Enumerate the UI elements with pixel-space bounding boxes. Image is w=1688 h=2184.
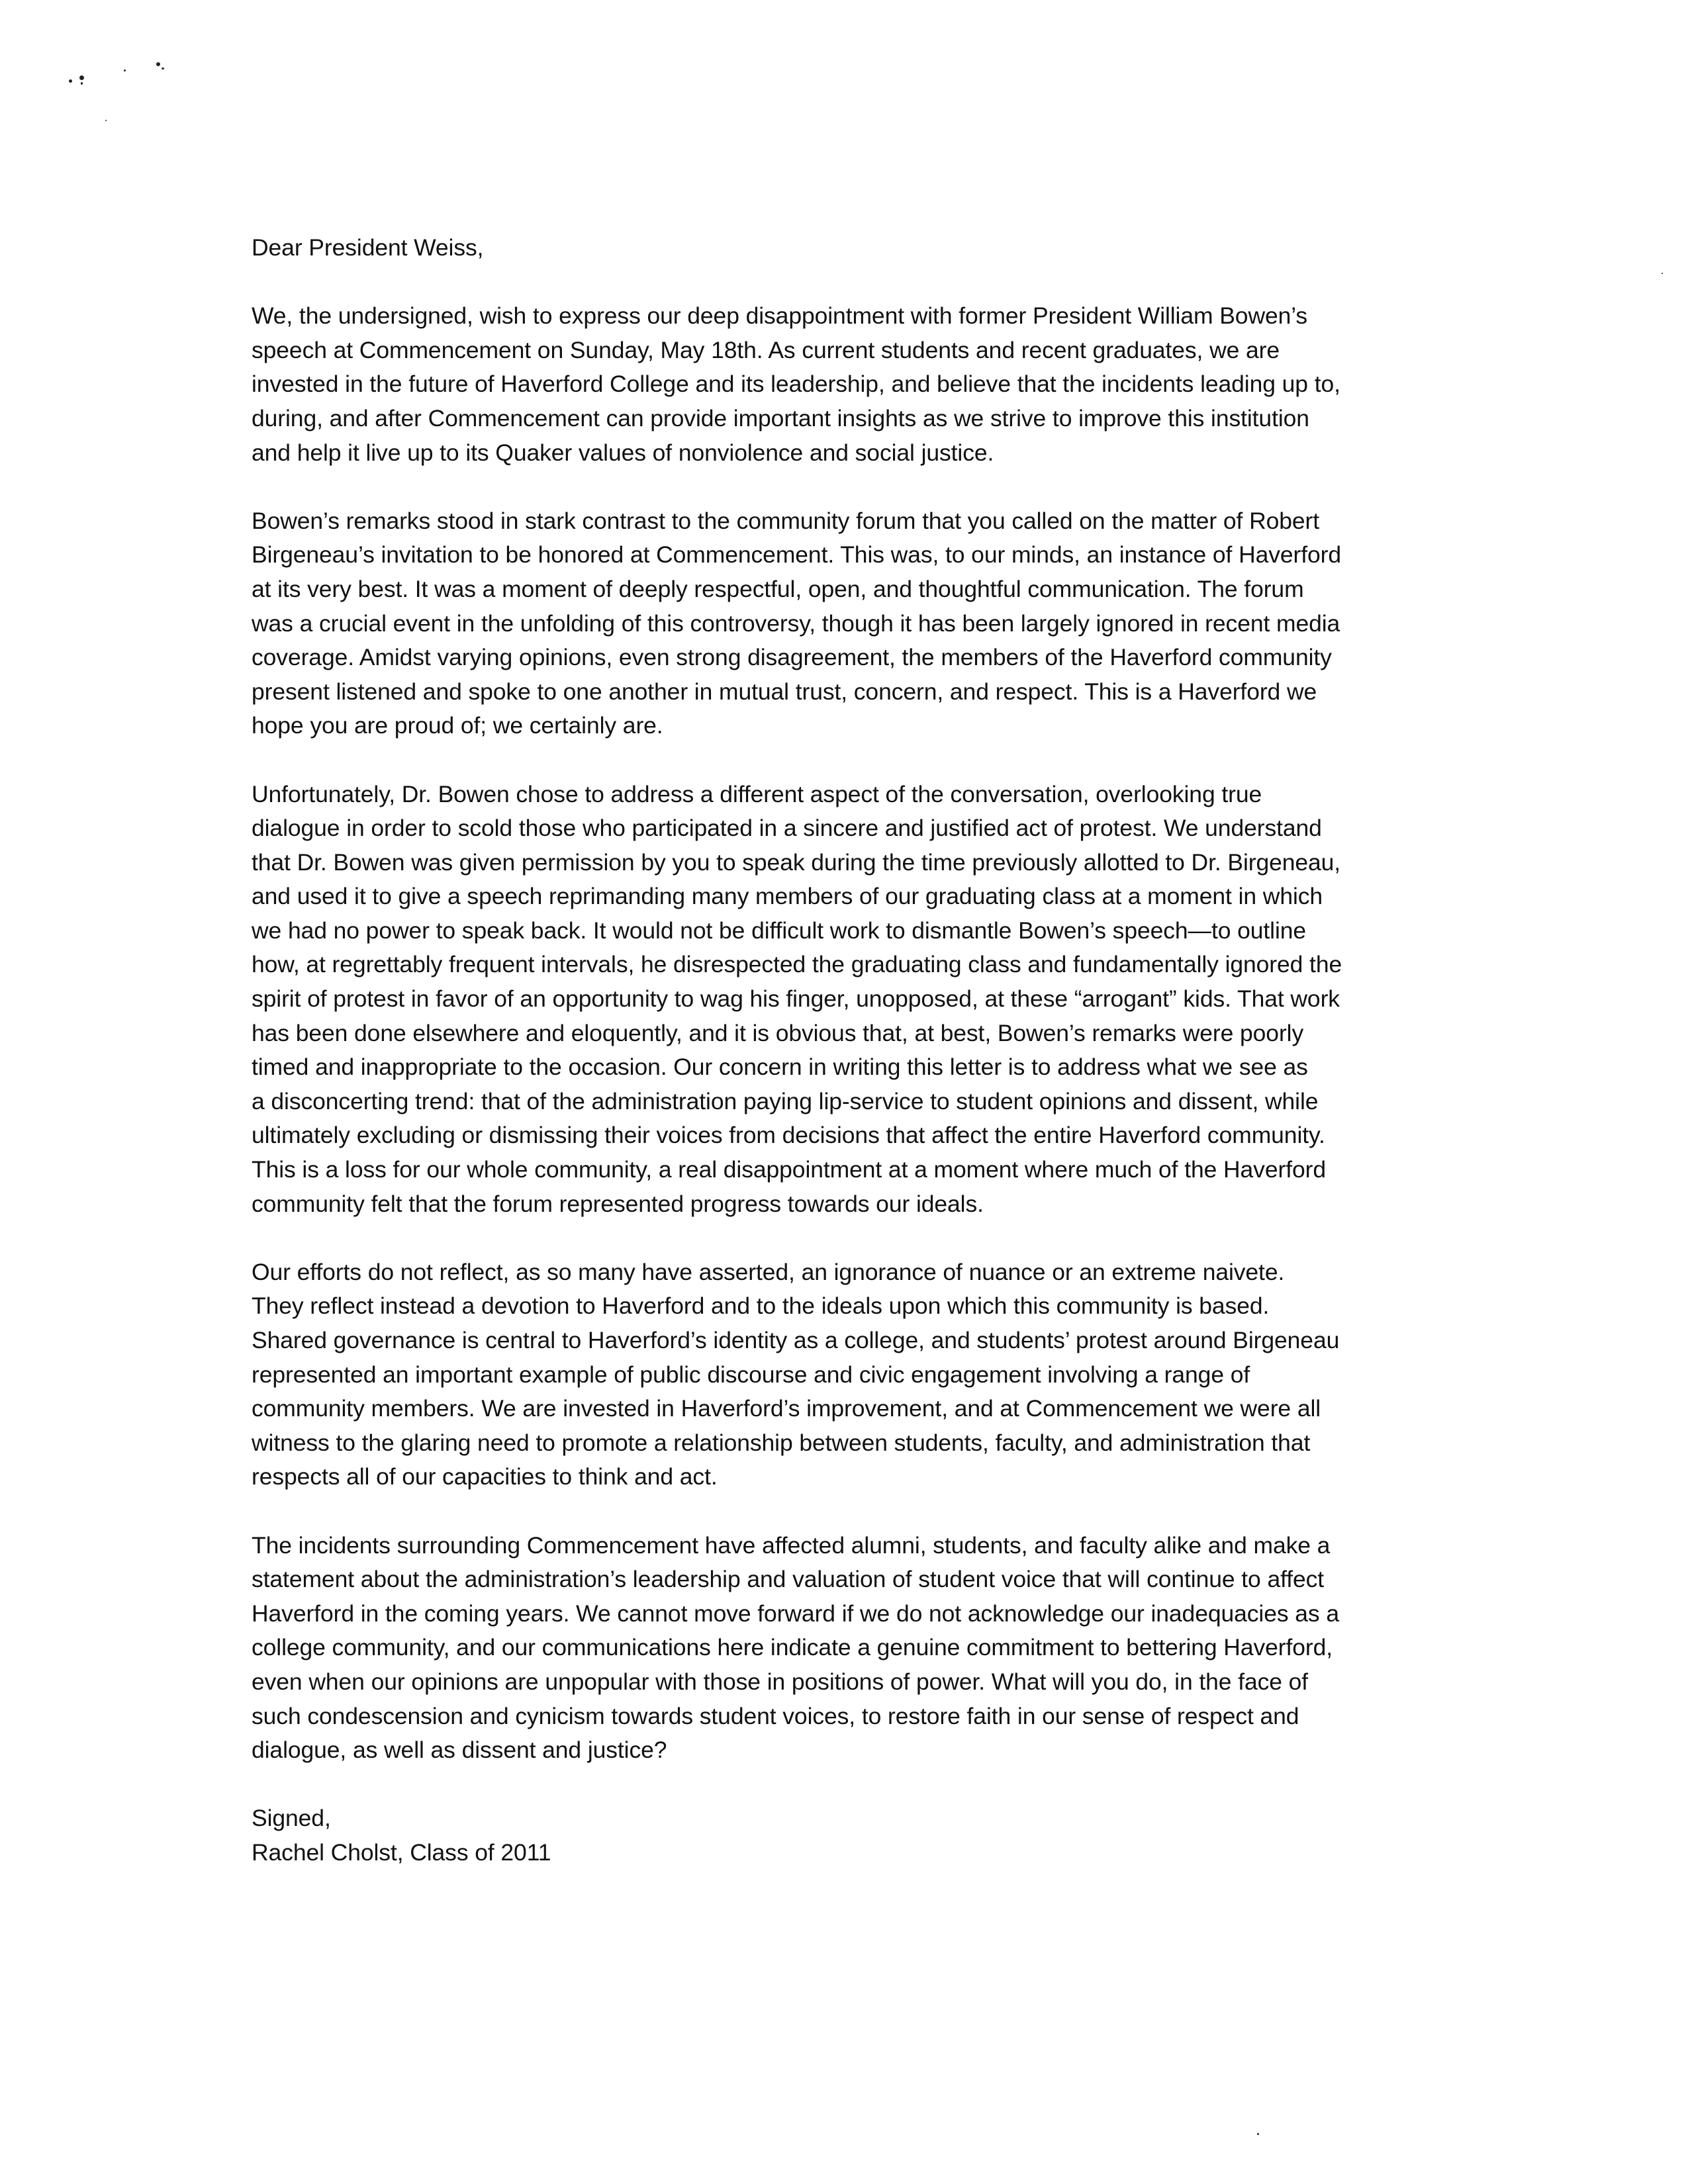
text-line: We, the undersigned, wish to express our deep disappointment with former President William Bowen’s	[252, 302, 1308, 330]
text-line: invested in the future of Haverford College and its leadership, and believe that the incidents leading up to,	[252, 371, 1340, 398]
text-line: how, at regrettably frequent intervals, he disrespected the graduating class and fundamentally ignored the	[252, 951, 1342, 978]
text-line: at its very best. It was a moment of deeply respectful, open, and thoughtful communication. The forum	[252, 575, 1304, 602]
text-line: Birgeneau’s invitation to be honored at Commencement. This was, to our minds, an instance of Haverford	[252, 541, 1342, 569]
salutation	[252, 231, 1342, 265]
text-line: They reflect instead a devotion to Haverford and to the ideals upon which this community is based.	[252, 1293, 1270, 1320]
text-line: such condescension and cynicism towards student voices, to restore faith in our sense of respect and	[252, 1702, 1299, 1729]
salutation-text: Dear President Weiss,	[252, 234, 484, 261]
text-line: and used it to give a speech reprimanding many members of our graduating class at a moment in which	[252, 883, 1323, 910]
signature: Rachel Cholst, Class of 2011	[252, 1839, 551, 1866]
text-line: present listened and spoke to one another in mutual trust, concern, and respect. This is a Haverford we	[252, 678, 1317, 705]
scan-speck	[1662, 273, 1663, 274]
text-line: Bowen’s remarks stood in stark contrast to the community forum that you called on the matter of Robert	[252, 507, 1320, 534]
text-line: speech at Commencement on Sunday, May 18th. As current students and recent graduates, we are	[252, 336, 1280, 363]
paragraph-4	[252, 1255, 1342, 1494]
text-line: community members. We are invested in Haverford’s improvement, and at Commencement we were all	[252, 1395, 1321, 1422]
text-line: dialogue, as well as dissent and justice?	[252, 1737, 667, 1764]
text-line: Our efforts do not reflect, as so many have asserted, an ignorance of nuance or an extreme naivete.	[252, 1258, 1285, 1285]
paragraph-3	[252, 778, 1342, 1222]
text-line: Unfortunately, Dr. Bowen chose to address a different aspect of the conversation, overlooking true	[252, 780, 1262, 807]
text-line: This is a loss for our whole community, a real disappointment at a moment where much of the Haverford	[252, 1156, 1326, 1183]
text-line: respects all of our capacities to think and act.	[252, 1463, 718, 1490]
text-line: has been done elsewhere and eloquently, and it is obvious that, at best, Bowen’s remarks were poorly	[252, 1019, 1304, 1046]
text-line: witness to the glaring need to promote a relationship between students, faculty, and administration that	[252, 1429, 1311, 1456]
scan-speck	[105, 120, 107, 121]
scan-speck	[162, 68, 164, 69]
text-line: community felt that the forum represented progress towards our ideals.	[252, 1190, 984, 1217]
paragraph-5	[252, 1529, 1342, 1768]
text-line: a disconcerting trend: that of the administration paying lip-service to student opinions and dissent, while	[252, 1087, 1319, 1115]
text-line: Shared governance is central to Haverford’s identity as a college, and students’ protest around Birgeneau	[252, 1327, 1340, 1353]
text-line: statement about the administration’s leadership and valuation of student voice that will continue to affect	[252, 1566, 1325, 1593]
text-line: ultimately excluding or dismissing their voices from decisions that affect the entire Haverford community.	[252, 1122, 1325, 1149]
text-line: represented an important example of public discourse and civic engagement involving a range of	[252, 1361, 1250, 1388]
text-line: Haverford in the coming years. We cannot move forward if we do not acknowledge our inadequacies as a	[252, 1600, 1339, 1627]
paragraph-2	[252, 504, 1342, 743]
text-line: that Dr. Bowen was given permission by you to speak during the time previously allotted to Dr. Birgeneau,	[252, 848, 1341, 876]
text-line: we had no power to speak back. It would not be difficult work to dismantle Bowen’s speech—to outline	[252, 917, 1307, 944]
text-line: coverage. Amidst varying opinions, even strong disagreement, the members of the Haverford community	[252, 644, 1332, 671]
text-line: timed and inappropriate to the occasion. Our concern in writing this letter is to address what we see as	[252, 1054, 1308, 1081]
scan-speck	[156, 62, 160, 66]
text-line: during, and after Commencement can provide important insights as we strive to improve this institution	[252, 404, 1309, 432]
letter-body	[252, 231, 1342, 1904]
scan-speck	[79, 75, 84, 80]
text-line: dialogue in order to scold those who participated in a sincere and justified act of protest. We understand	[252, 815, 1322, 842]
text-line: even when our opinions are unpopular with those in positions of power. What will you do, in the face of	[252, 1668, 1309, 1695]
text-line: was a crucial event in the unfolding of this controversy, though it has been largely ignored in recent media	[252, 610, 1340, 637]
text-line: spirit of protest in favor of an opportunity to wag his finger, unopposed, at these “arrogant” kids. That work	[252, 985, 1340, 1013]
text-line: hope you are proud of; we certainly are.	[252, 712, 663, 739]
paragraph-1	[252, 299, 1342, 470]
scan-speck	[69, 79, 72, 83]
text-line: and help it live up to its Quaker values of nonviolence and social justice.	[252, 439, 994, 466]
closing-block	[252, 1801, 1342, 1870]
scan-speck	[1257, 2133, 1259, 2135]
scan-speck	[81, 82, 83, 85]
closing: Signed,	[252, 1805, 331, 1832]
scan-speck	[124, 69, 126, 71]
text-line: college community, and our communications here indicate a genuine commitment to bettering Haverford,	[252, 1634, 1333, 1661]
text-line: The incidents surrounding Commencement have affected alumni, students, and faculty alike and make a	[252, 1531, 1331, 1559]
